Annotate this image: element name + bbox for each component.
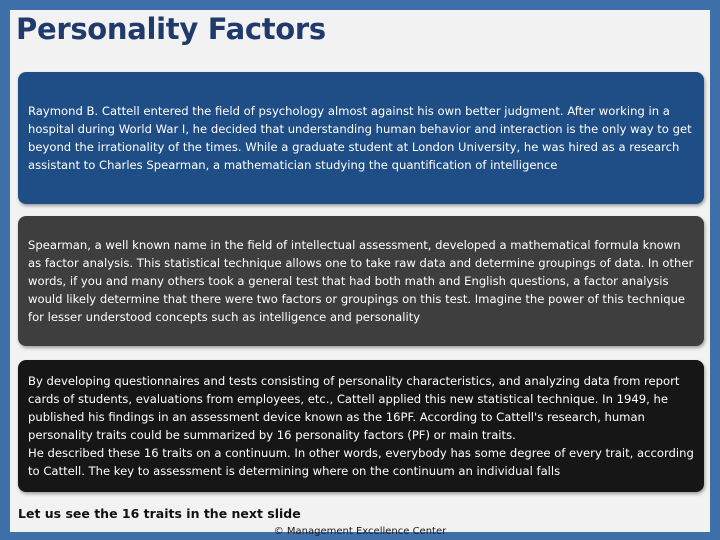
paragraph-16pf: By developing questionnaires and tests consisting of personality characteristics, and analyzing data from report cards of students, evaluations from employees, etc., Cattell applied this new statistical technique. In 1949, he published his findings in an assessment device known as the 16PF. According to Cattell's research, human personality traits could be summarized by 16 personality factors (PF) or main traits. He described these 16 traits on a continuum. In other words, everybody has some degree of every trait, according to Cattell. The key to assessment is determining where on the continuum an individual falls <box>28 374 694 478</box>
paragraph-spearman: Spearman, a well known name in the field of intellectual assessment, developed a mathematical formula known as factor analysis. This statistical technique allows one to take raw data and determine groupings of data. In other words, if you and many others took a general test that had both math and English questions, a factor analysis would likely determine that there were two factors or groupings on this test. Imagine the power of this technique for lesser understood concepts such as intelligence and personality <box>28 238 694 324</box>
next-slide-note: Let us see the 16 traits in the next slide <box>18 506 301 521</box>
text-box-cattell <box>18 72 704 204</box>
footer-copyright: © Management Excellence Center <box>273 526 447 537</box>
text-box-16pf <box>18 360 704 492</box>
text-box-spearman <box>18 216 704 346</box>
paragraph-cattell: Raymond B. Cattell entered the field of psychology almost against his own better judgment. After working in a hospital during World War I, he decided that understanding human behavior and interaction is the only way to get beyond the irrationality of the times. While a graduate student at London University, he was hired as a research assistant to Charles Spearman, a mathematician studying the quantification of intelligence <box>28 104 692 172</box>
slide-title: Personality Factors <box>16 12 326 46</box>
